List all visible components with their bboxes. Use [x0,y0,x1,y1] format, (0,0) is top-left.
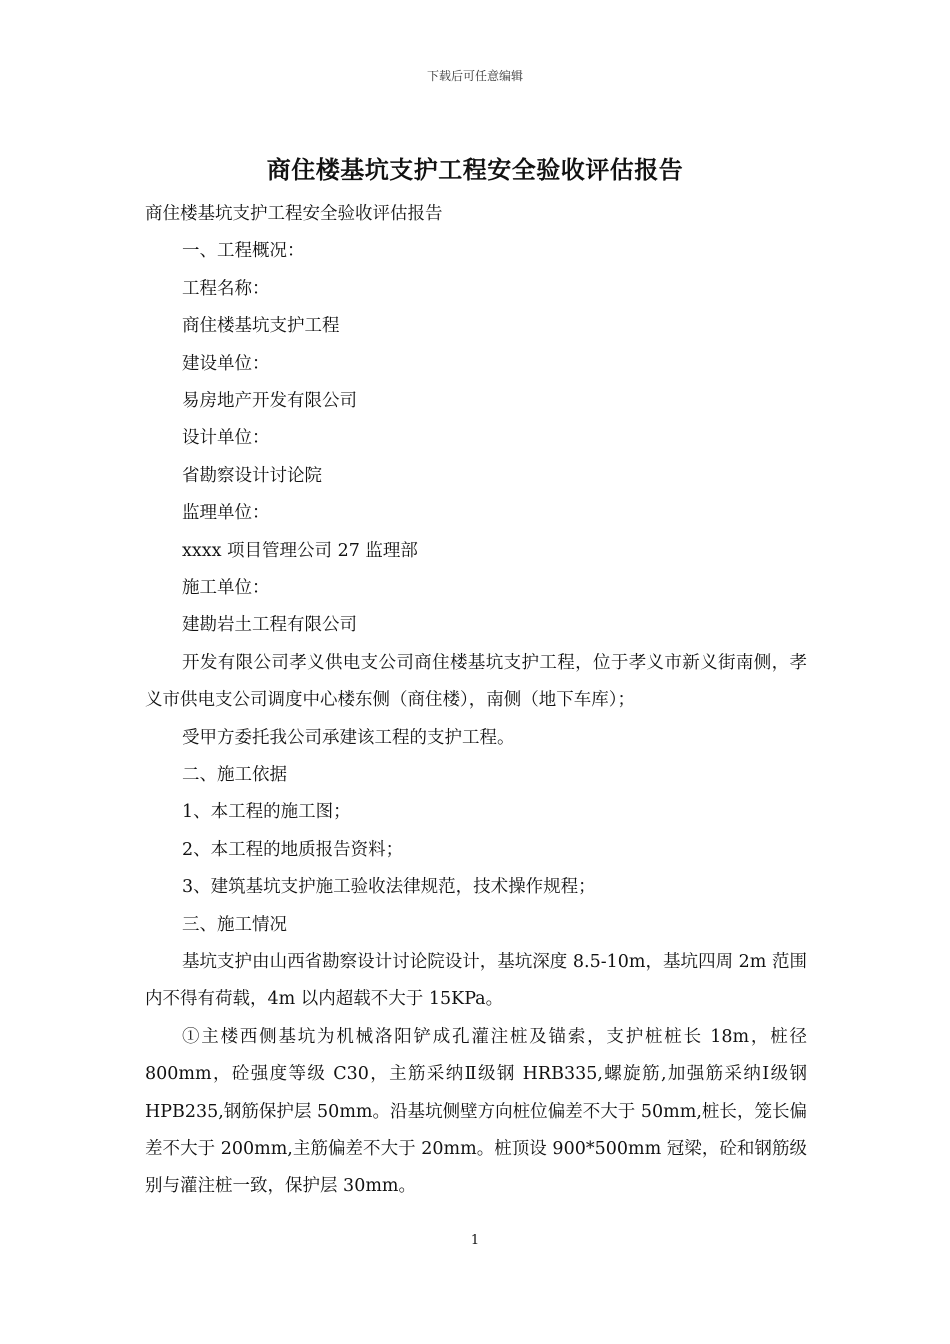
section-heading-construction: 三、施工情况 [182,914,287,935]
supervisor-value: xxxx 项目管理公司 27 监理部 [182,540,418,561]
basis-item-3: 3、建筑基坑支护施工验收法律规范，技术操作规程； [182,877,596,898]
designer-label: 设计单位： [182,428,270,449]
designer-value: 省勘察设计讨论院 [182,465,322,486]
contractor-value: 建勘岩土工程有限公司 [182,615,357,636]
paragraph-west-pit: ①主楼西侧基坑为机械洛阳铲成孔灌注桩及锚索，支护桩桩长 18m，桩径 800mm，砼强度等级 C30，主筋采纳Ⅱ级钢 HRB335,螺旋筋,加强筋采纳Ⅰ级钢 HPB235,钢筋保护层 50mm。沿基坑侧壁方向桩位偏差不大于 50mm,桩长，笼长偏差不大于 200mm,主筋偏差不大于 20mm。桩顶设 900*500mm 冠梁，砼和钢筋级别与灌注桩一致，保护层 30mm。 [145,1026,807,1197]
basis-item-2: 2、本工程的地质报告资料； [182,839,404,860]
basis-item-1: 1、本工程的施工图； [182,802,351,823]
supervisor-label: 监理单位： [182,503,270,524]
paragraph-commission: 受甲方委托我公司承建该工程的支护工程。 [182,727,515,748]
section-heading-basis: 二、施工依据 [182,764,287,785]
project-name-value: 商住楼基坑支护工程 [182,316,340,337]
owner-value: 易房地产开发有限公司 [182,390,357,411]
paragraph-project-location: 开发有限公司孝义供电支公司商住楼基坑支护工程，位于孝义市新义街南侧，孝义市供电支公司调度中心楼东侧（商住楼），南侧（地下车库）； [145,652,807,711]
paragraph-pit-design: 基坑支护由山西省勘察设计讨论院设计，基坑深度 8.5-10m，基坑四周 2m 范围内不得有荷载，4m 以内超载不大于 15KPa。 [145,951,807,1010]
subtitle-line: 商住楼基坑支护工程安全验收评估报告 [145,204,443,224]
contractor-label: 施工单位： [182,577,270,598]
owner-label: 建设单位： [182,353,270,374]
document-title: 商住楼基坑支护工程安全验收评估报告 [266,155,684,184]
project-name-label: 工程名称： [182,278,270,299]
document-body [145,196,807,1206]
section-heading-overview: 一、工程概况： [182,241,305,262]
page-number: 1 [470,1233,480,1248]
header-note: 下载后可任意编辑 [426,69,523,83]
